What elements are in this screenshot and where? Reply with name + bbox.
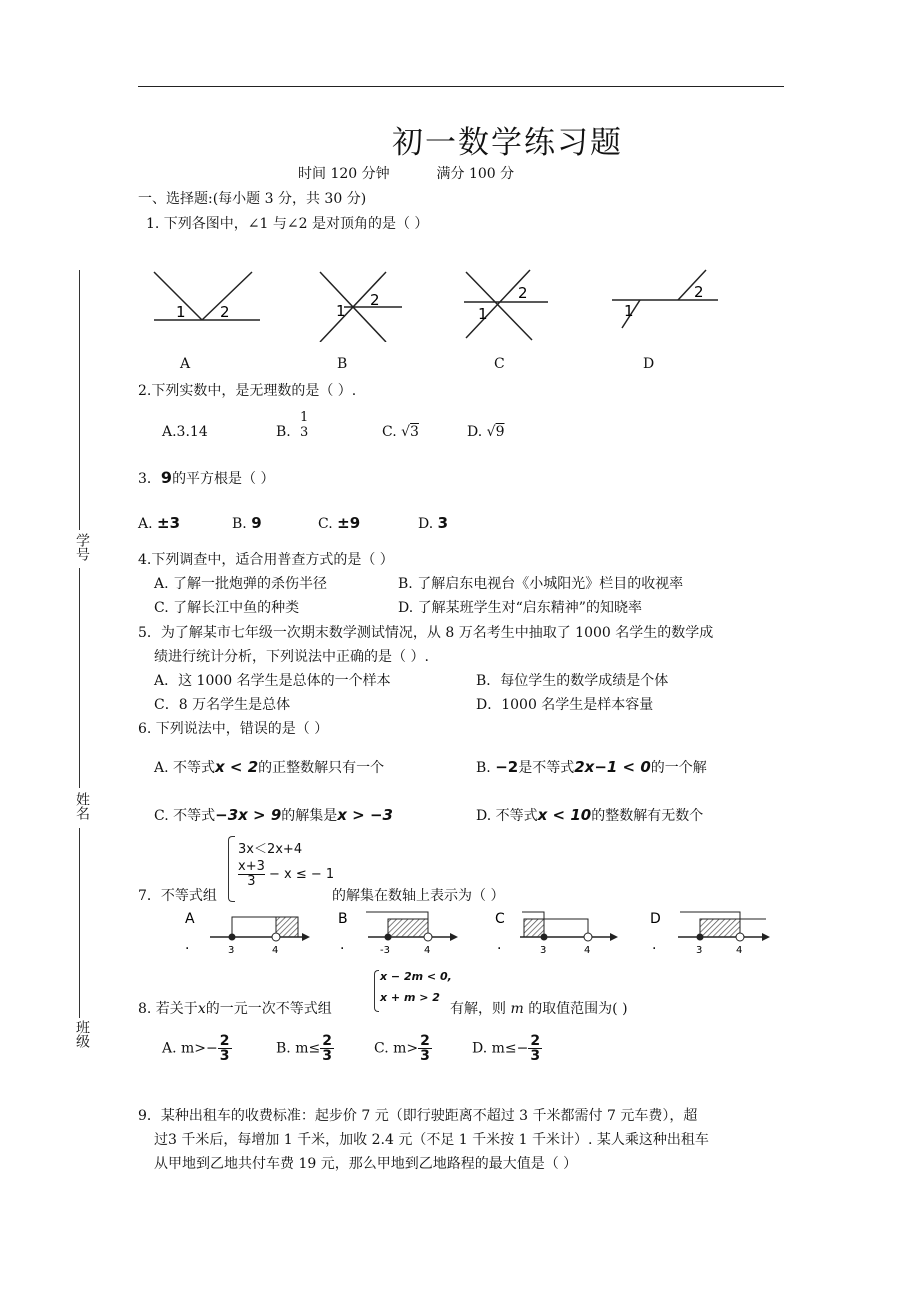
q4-stem: 4.下列调查中，适合用普查方式的是（ ） — [138, 552, 394, 568]
fraction-numerator: x+3 — [238, 859, 265, 874]
q1-figures — [140, 262, 740, 342]
option-text: D. m≤− — [472, 1040, 529, 1057]
top-rule — [138, 86, 784, 87]
q4-option-c: C. 了解长江中鱼的种类 — [154, 600, 300, 616]
q7-number-lines — [150, 905, 790, 967]
q5-option-c: C．8 万名学生是总体 — [154, 697, 291, 713]
option-dot: . — [652, 937, 657, 953]
q1-stem: 1. 下列各图中，∠1 与∠2 是对顶角的是（ ） — [146, 216, 429, 232]
q6-option-a — [154, 757, 384, 777]
q2-option-b: B. — [276, 424, 291, 440]
q5-stem-line1: 5．为了解某市七年级一次期末数学测试情况，从 8 万名考生中抽取了 1000 名学生的数学成 — [138, 625, 714, 641]
math-expression: 2x−1 < 0 — [574, 758, 651, 776]
q9-stem-line3: 从甲地到乙地共付车费 19 元，那么甲地到乙地路程的最大值是（ ） — [154, 1156, 578, 1172]
q2-fraction — [300, 410, 308, 440]
q7-post: 的解集在数轴上表示为（ ） — [332, 888, 505, 904]
q8-option-c — [374, 1034, 432, 1063]
axis-arrow — [450, 933, 458, 941]
option-letter: D. — [467, 424, 483, 440]
q8-stem-pre — [138, 998, 332, 1018]
option-text: A. m>− — [162, 1040, 218, 1057]
option-text: C. 不等式 — [154, 808, 216, 824]
fig-c-line — [466, 272, 532, 340]
q5-stem-line2: 绩进行统计分析，下列说法中正确的是（ ）. — [154, 649, 429, 665]
option-text: 的解集是 — [281, 808, 338, 824]
q6-option-b — [476, 757, 707, 777]
q1-label-b: B — [337, 356, 348, 372]
angle-1-label: 1 — [176, 303, 186, 321]
q3-text: 的平方根是（ ） — [172, 471, 275, 487]
fraction-denominator: 3 — [219, 1048, 230, 1064]
sqrt-icon: √ — [401, 424, 411, 440]
fraction — [320, 1034, 334, 1063]
option-letter: A. — [138, 516, 153, 532]
question-number: 3． — [138, 471, 161, 487]
option-text: C. m> — [374, 1040, 419, 1057]
q6-option-d — [476, 805, 703, 825]
option-letter: B. — [476, 760, 491, 776]
option-dot: . — [340, 937, 345, 953]
angle-2-label: 2 — [370, 291, 380, 309]
open-point — [424, 933, 432, 941]
q9-stem-line2: 过3 千米后，每增加 1 千米，加收 2.4 元（不足 1 千米按 1 千米计）. 某人乘这种出租车 — [154, 1132, 709, 1148]
closed-point — [229, 934, 236, 941]
q5-option-a: A．这 1000 名学生是总体的一个样本 — [154, 673, 391, 689]
option-text: B. m≤ — [276, 1040, 321, 1057]
q8-option-a — [162, 1034, 232, 1063]
angle-1-label: 1 — [478, 305, 488, 323]
q3-option-a — [138, 514, 180, 532]
fraction-numerator: 2 — [530, 1033, 541, 1049]
q4-option-b: B. 了解启东电视台《小城阳光》栏目的收视率 — [398, 576, 684, 592]
tick-label: 4 — [424, 945, 431, 956]
q3-option-b — [232, 514, 262, 532]
shaded-region — [388, 919, 428, 937]
margin-line — [79, 828, 80, 1018]
q8-option-b — [276, 1034, 334, 1063]
solution-bracket — [544, 919, 588, 937]
system-brace — [228, 836, 235, 902]
tick-label: 3 — [228, 945, 235, 956]
q8-text: 有解，则 — [450, 1001, 506, 1017]
q3-option-c — [318, 514, 360, 532]
option-label-c: C — [495, 911, 505, 927]
q4-option-a: A. 了解一批炮弹的杀伤半径 — [154, 576, 328, 592]
q2-option-a: A.3.14 — [162, 424, 208, 440]
q2-stem: 2.下列实数中，是无理数的是（ ）. — [138, 383, 357, 399]
closed-point — [541, 934, 548, 941]
fraction-numerator: 1 — [300, 410, 309, 425]
q8-text: 8. 若关于 — [138, 1001, 198, 1017]
section-heading: 一、选择题:(每小题 3 分，共 30 分) — [138, 191, 367, 207]
shaded-region — [524, 919, 544, 937]
subtitle — [298, 163, 514, 183]
math-nine: 9 — [160, 468, 173, 487]
fraction-denominator: 3 — [247, 874, 256, 889]
option-text: 的一个解 — [650, 760, 707, 776]
shaded-region — [700, 919, 740, 937]
q6-option-c — [154, 805, 393, 825]
option-letter: C. — [382, 424, 397, 440]
axis-arrow — [610, 933, 618, 941]
option-text: 的正整数解只有一个 — [258, 760, 385, 776]
q5-option-d: D．1000 名学生是样本容量 — [476, 697, 654, 713]
axis-arrow — [762, 933, 770, 941]
math-expression: x > −3 — [337, 806, 393, 824]
math-expression: x < 10 — [537, 806, 592, 824]
q3-option-d — [418, 514, 448, 532]
tick-label: 3 — [540, 945, 547, 956]
fraction-denominator: 3 — [322, 1048, 332, 1064]
q7-system-line2 — [238, 860, 334, 889]
q6-stem: 6. 下列说法中，错误的是（ ） — [138, 721, 329, 737]
fraction-denominator: 3 — [420, 1048, 430, 1064]
q1-label-c: C — [494, 356, 505, 372]
time-limit: 时间 120 分钟 — [298, 166, 390, 182]
option-value: 9 — [251, 514, 262, 532]
fraction — [218, 1034, 232, 1063]
margin-line — [79, 568, 80, 788]
q5-option-b: B．每位学生的数学成绩是个体 — [476, 673, 669, 689]
tick-label: 4 — [272, 945, 279, 956]
open-point — [584, 933, 592, 941]
radicand: 9 — [495, 424, 505, 440]
fraction-denominator: 3 — [300, 425, 309, 440]
math-expression: x < 2 — [215, 758, 259, 776]
tick-label: -3 — [380, 945, 390, 956]
fraction — [528, 1034, 542, 1063]
q2-option-c — [382, 424, 419, 440]
math-expression: −3x > 9 — [215, 806, 282, 824]
option-label-d: D — [650, 911, 661, 927]
q8-stem-post — [450, 998, 628, 1018]
margin-line — [79, 270, 80, 530]
tick-label: 3 — [696, 945, 703, 956]
class-label: 班级 — [74, 1020, 90, 1048]
q7-pre: 7．不等式组 — [138, 888, 217, 904]
option-text: D. 不等式 — [476, 808, 538, 824]
fraction — [418, 1034, 432, 1063]
tick-label: 4 — [584, 945, 591, 956]
q8-text: 的一元一次不等式组 — [205, 1001, 332, 1017]
q2-option-d — [467, 424, 504, 440]
student-id-label: 学号 — [74, 533, 90, 561]
option-letter: D. — [418, 516, 434, 532]
option-value: 3 — [437, 514, 449, 532]
option-value: ±9 — [337, 514, 361, 532]
tick-label: 4 — [736, 945, 743, 956]
system-brace — [374, 970, 379, 1012]
q4-option-d: D. 了解某班学生对“启东精神”的知晓率 — [398, 600, 642, 616]
variable-m: m — [510, 1001, 524, 1017]
number-line-b — [338, 911, 458, 956]
option-dot: . — [497, 937, 502, 953]
q8-option-d — [472, 1034, 542, 1063]
open-point — [272, 933, 280, 941]
fraction-numerator: 2 — [219, 1033, 230, 1049]
q1-label-d: D — [643, 356, 655, 372]
radicand: 3 — [410, 424, 419, 440]
q8-system-line1: x − 2m < 0, — [380, 970, 452, 983]
math-expression: −2 — [495, 758, 519, 776]
option-text: 的整数解有无数个 — [591, 808, 704, 824]
page-title: 初一数学练习题 — [392, 125, 623, 161]
sqrt-icon: √ — [486, 424, 496, 440]
variable-x: x — [197, 1001, 206, 1017]
closed-point — [385, 934, 392, 941]
option-value: ±3 — [157, 514, 181, 532]
closed-point — [697, 934, 704, 941]
q9-stem-line1: 9．某种出租车的收费标准：起步价 7 元（即行驶距离不超过 3 千米都需付 7 元车费），超 — [138, 1108, 698, 1124]
number-line-c — [495, 911, 618, 956]
fraction-numerator: 2 — [322, 1033, 332, 1049]
name-label: 姓名 — [74, 792, 90, 820]
angle-2-label: 2 — [694, 283, 704, 301]
fraction — [238, 860, 265, 889]
angle-2-label: 2 — [518, 284, 528, 302]
number-line-a — [185, 911, 310, 956]
math-expression: − x ≤ − 1 — [269, 867, 335, 882]
fraction-numerator: 2 — [420, 1033, 430, 1049]
angle-2-label: 2 — [220, 303, 230, 321]
option-label-a: A — [185, 911, 195, 927]
number-line-d — [650, 911, 770, 956]
full-score: 满分 100 分 — [436, 166, 515, 182]
q3-stem — [138, 468, 275, 488]
angle-1-label: 1 — [336, 302, 346, 320]
option-text: A. 不等式 — [154, 760, 216, 776]
q8-system-line2: x + m > 2 — [380, 991, 440, 1004]
option-label-b: B — [338, 911, 348, 927]
option-text: 是不等式 — [518, 760, 575, 776]
option-letter: B. — [232, 516, 247, 532]
option-dot: . — [185, 937, 190, 953]
angle-1-label: 1 — [624, 302, 634, 320]
open-point — [736, 933, 744, 941]
q7-system-line1: 3x＜2x+4 — [238, 842, 303, 857]
q1-label-a: A — [180, 356, 191, 372]
q8-text: 的取值范围为( ) — [528, 1001, 628, 1017]
fraction-denominator: 3 — [530, 1048, 541, 1064]
option-letter: C. — [318, 516, 333, 532]
axis-arrow — [302, 933, 310, 941]
